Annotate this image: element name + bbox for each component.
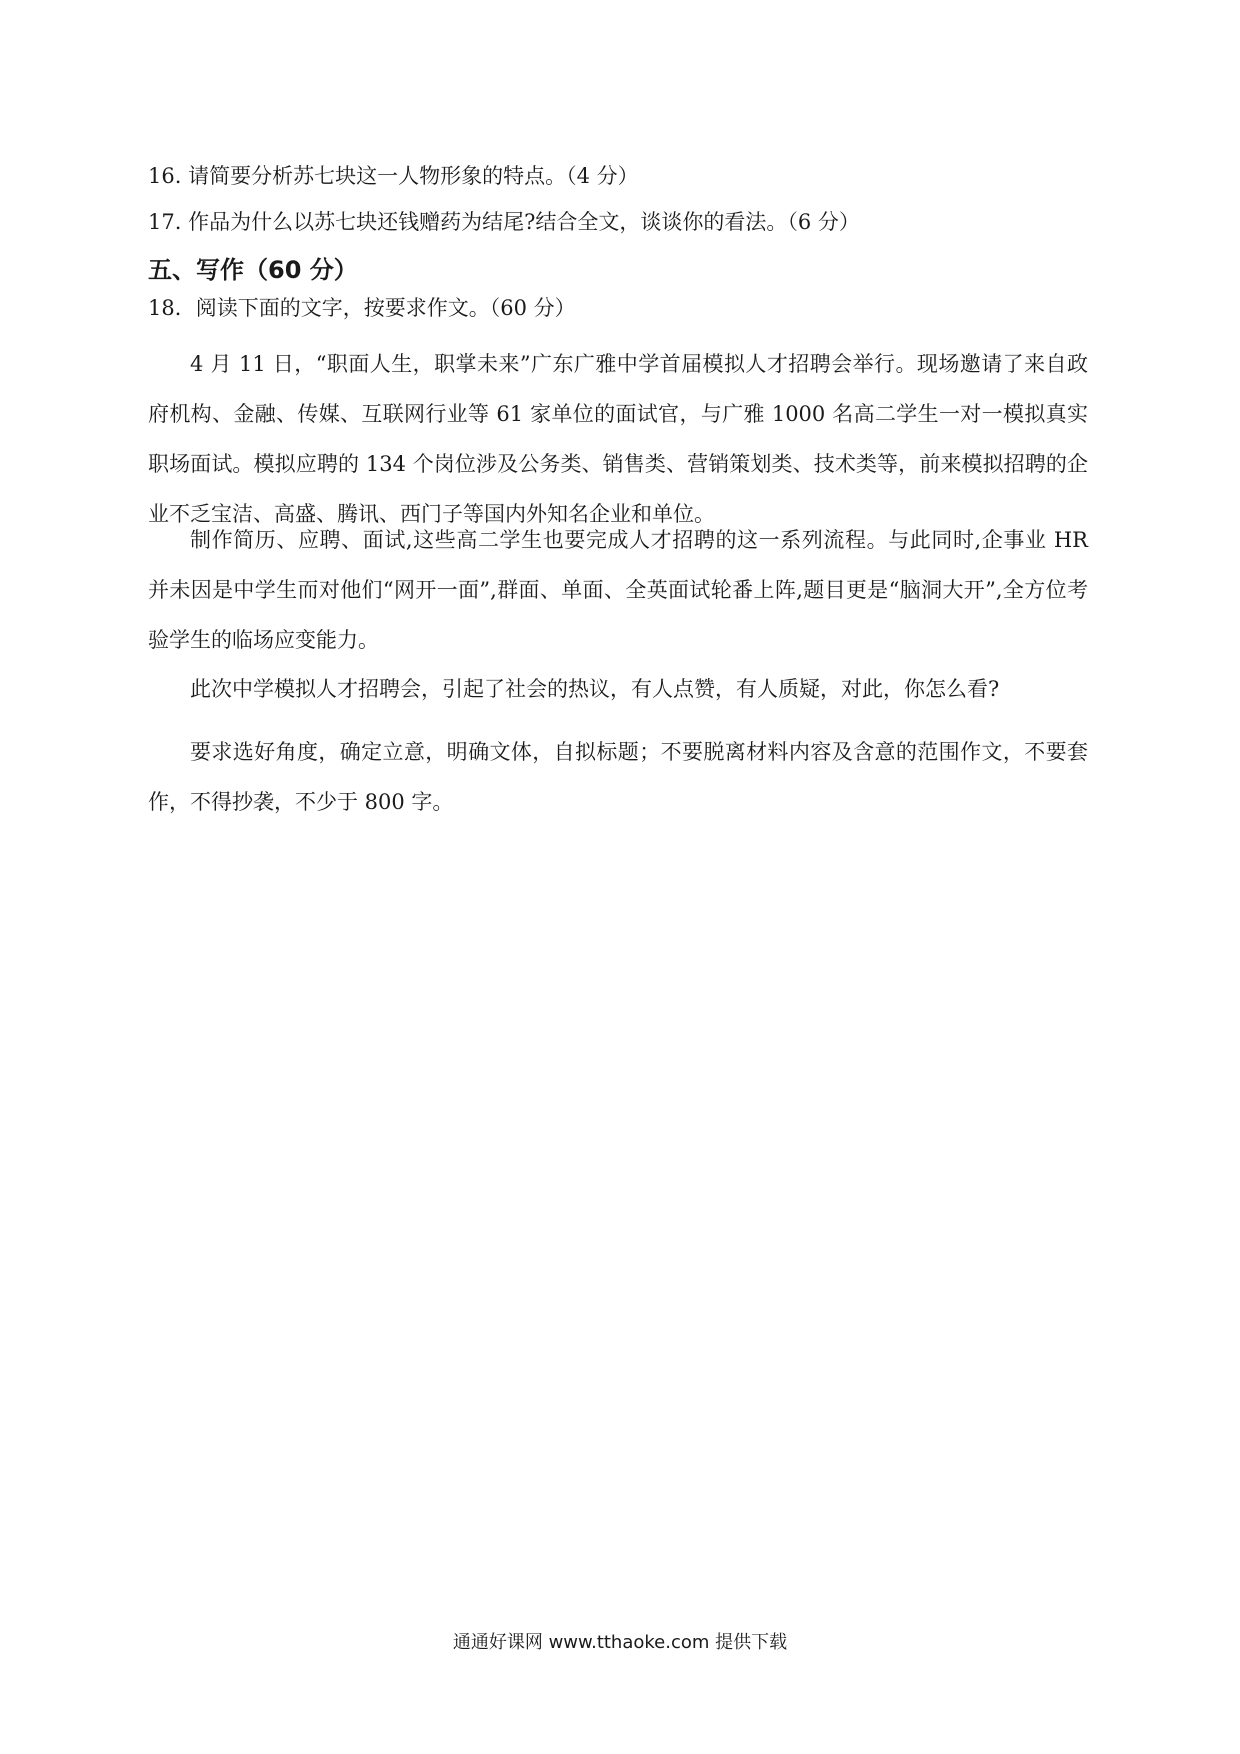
material-paragraph-4-requirements: 要求选好角度，确定立意，明确文体，自拟标题；不要脱离材料内容及含意的范围作文，不要套作，不得抄袭，不少于 800 字。 <box>148 740 1088 814</box>
material-paragraph-3: 此次中学模拟人才招聘会，引起了社会的热议，有人点赞，有人质疑，对此，你怎么看? <box>190 677 1000 701</box>
section-heading-writing: 五、写作（60 分） <box>148 256 358 284</box>
question-17: 17. 作品为什么以苏七块还钱赠药为结尾?结合全文，谈谈你的看法。（6 分） <box>148 210 860 234</box>
question-16: 16. 请简要分析苏七块这一人物形象的特点。（4 分） <box>148 164 639 188</box>
question-18: 18．阅读下面的文字，按要求作文。（60 分） <box>148 296 576 320</box>
material-paragraph-2: 制作简历、应聘、面试,这些高二学生也要完成人才招聘的这一系列流程。与此同时,企事业 HR 并未因是中学生而对他们“网开一面”,群面、单面、全英面试轮番上阵,题目更是“脑洞大开”,全方位考验学生的临场应变能力。 <box>148 528 1088 652</box>
footer-source-text: 通通好课网 www.tthaoke.com 提供下载 <box>452 1632 788 1653</box>
material-paragraph-1: 4 月 11 日，“职面人生，职掌未来”广东广雅中学首届模拟人才招聘会举行。现场邀请了来自政府机构、金融、传媒、互联网行业等 61 家单位的面试官，与广雅 1000 名高二学生一对一模拟真实职场面试。模拟应聘的 134 个岗位涉及公务类、销售类、营销策划类、技术类等，前来模拟招聘的企业不乏宝洁、高盛、腾讯、西门子等国内外知名企业和单位。 <box>148 352 1088 526</box>
